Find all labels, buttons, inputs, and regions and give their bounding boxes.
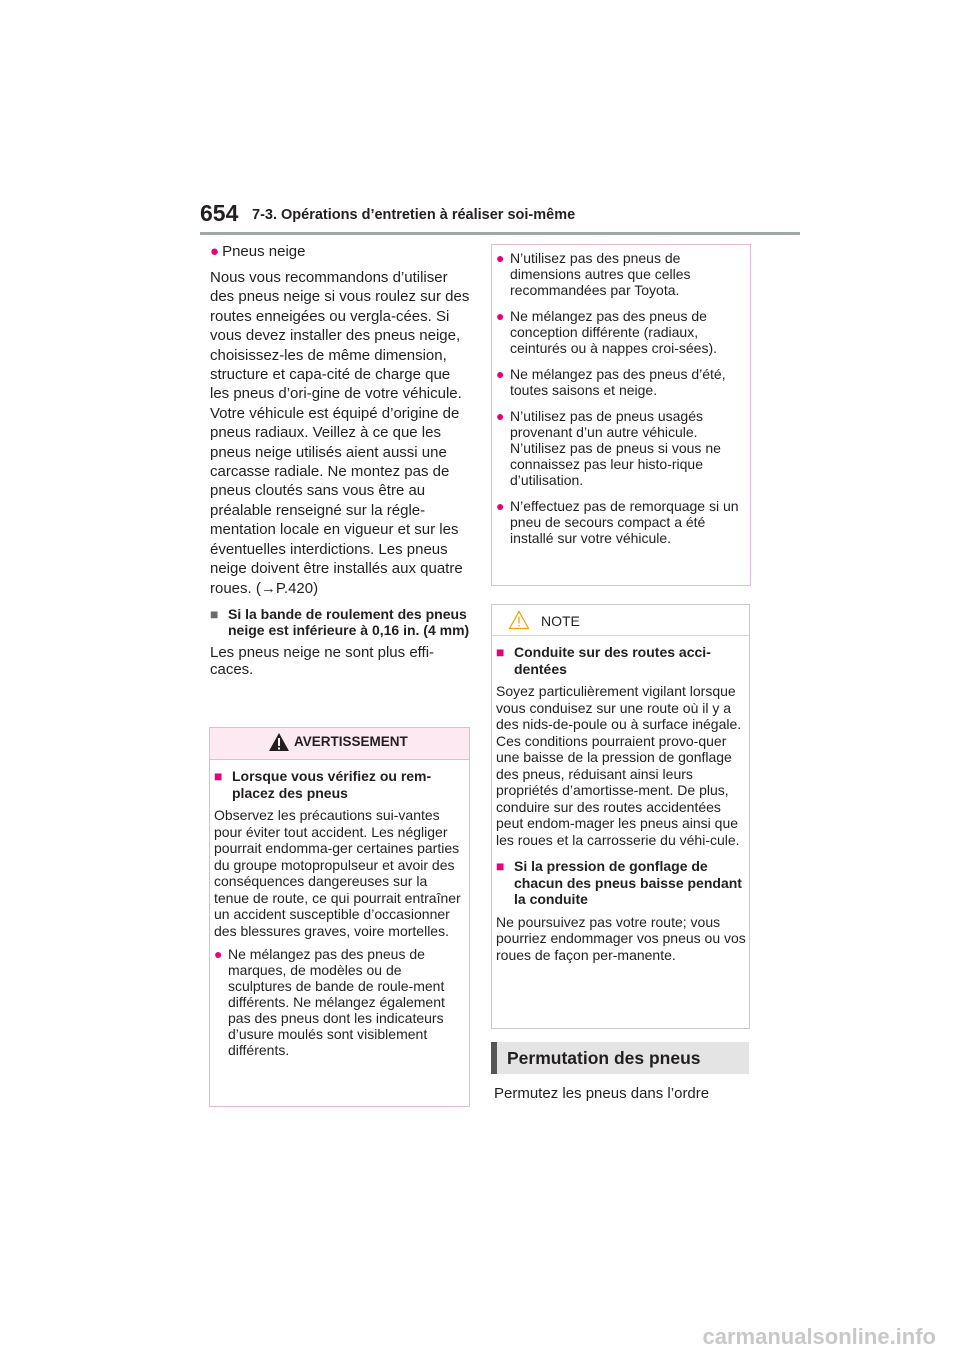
square-bullet-icon: ■ — [214, 768, 223, 784]
page-header — [0, 0, 960, 240]
square-bullet-icon: ■ — [210, 605, 219, 622]
permutation-text: Permutez les pneus dans l’ordre — [494, 1085, 710, 1102]
note-text: Ne poursuivez pas votre route; vous pourriez endommager vos pneus ou vos roues de façon per-manente. — [496, 913, 746, 963]
warning-item: ● N’effectuez pas de remorquage si un pneu de secours compact a été installé sur votre véhicule. — [496, 498, 739, 546]
bullet-dot-icon: ● — [496, 366, 505, 382]
square-bullet-icon: ■ — [496, 644, 505, 660]
left-column — [210, 242, 470, 678]
bullet-dot-icon: ● — [496, 250, 505, 266]
warning-intro: Observez les précautions sui-vantes pour éviter tout accident. Les négliger pourrait endomma-ger certaines parties du groupe motopropulseur et avoir des conséquences dangereuses sur la tenue de route, ce qui pourrait entraîner un accident susceptible d’occasionner des blessures graves, voire mortelles. — [214, 807, 461, 939]
bullet-dot-icon: ● — [210, 243, 220, 260]
warning-item: ● N’utilisez pas de pneus usagés provenant d’un autre véhicule. N’utilisez pas de pneus si vous ne connaissez pas leur histo-rique d’utilisation. — [496, 408, 721, 488]
header-rule — [200, 232, 800, 235]
note-text: Soyez particulièrement vigilant lorsque vous conduisez sur une route où il y a des nids-de-poule ou à surface inégale. Ces conditions pourraient provo-quer une baisse de la pression de gonflage des pneus, réduisant ainsi leurs propriétés d’amortisse-ment. De plus, conduire sur des routes accidentées peut endom-mager les pneus ainsi que les roues et la carrosserie du véhi-cule. — [496, 683, 742, 848]
warning-header — [210, 728, 469, 760]
bullet-dot-icon: ● — [496, 408, 505, 424]
warning-box-continued — [491, 244, 751, 586]
note-box — [491, 604, 750, 1029]
bullet-dot-icon: ● — [496, 308, 505, 324]
note-title: NOTE — [541, 613, 580, 629]
permutation-heading: Permutation des pneus — [491, 1042, 749, 1074]
caution-triangle-icon — [508, 610, 530, 630]
snow-tires-paragraph: Nous vous recommandons d’utiliser des pneus neige si vous roulez sur des routes enneigées ou vergla-cées. Si vous devez installer des pneus neige, choisissez-les de même dimension, structure et capa-cité de charge que les pneus d’ori-gine de votre véhicule. Votre véhicule est équipé d’origine de pneus radiaux. Veillez à ce que les pneus neige utilisés aient aussi une carcasse radiale. Ne montez pas de pneus cloutés sans vous être au préalable renseigné sur la régle-mentation locale en vigueur et sur les éventuelles interdictions. Les pneus neige doivent être installés aux quatre roues. (→P.420) — [210, 269, 470, 597]
note-header — [492, 605, 749, 636]
bullet-dot-icon: ● — [496, 498, 505, 514]
square-bullet-icon: ■ — [496, 858, 505, 874]
note-subheading: ■ Conduite sur des routes acci-dentées — [496, 644, 711, 677]
note-subheading: ■ Si la pression de gonflage de chacun des pneus baisse pendant la conduite — [496, 858, 742, 907]
watermark: carmanualsonline.info — [702, 1324, 936, 1349]
warning-box — [209, 727, 470, 1107]
bullet-dot-icon: ● — [214, 946, 223, 962]
warning-title: AVERTISSEMENT — [294, 734, 408, 749]
section-title: 7-3. Opérations d’entretien à réaliser soi-même — [252, 207, 576, 223]
tread-depth-paragraph: Les pneus neige ne sont plus effi-caces. — [210, 643, 435, 678]
page-number: 654 — [200, 200, 239, 226]
bullet-snow-tires: ● Pneus neige — [210, 243, 306, 260]
tread-depth-subheading: ■ Si la bande de roulement des pneus neige est inférieure à 0,16 in. (4 mm) — [210, 605, 470, 639]
warning-item: ● Ne mélangez pas des pneus de conception différente (radiaux, ceinturés ou à nappes croi-sées). — [496, 308, 717, 356]
warning-item: ● Ne mélangez pas des pneus de marques, de modèles ou de sculptures de bande de roule-ment différents. Ne mélangez également pas des pneus dont les indicateurs d’usure moulés sont visiblement différents. — [214, 946, 445, 1058]
warning-item: ● N’utilisez pas des pneus de dimensions autres que celles recommandées par Toyota. — [496, 250, 691, 298]
warning-item: ● Ne mélangez pas des pneus d’été, toutes saisons et neige. — [496, 366, 726, 398]
warning-subheading: ■ Lorsque vous vérifiez ou rem-placez des pneus — [214, 768, 432, 801]
warning-triangle-icon — [268, 732, 290, 752]
